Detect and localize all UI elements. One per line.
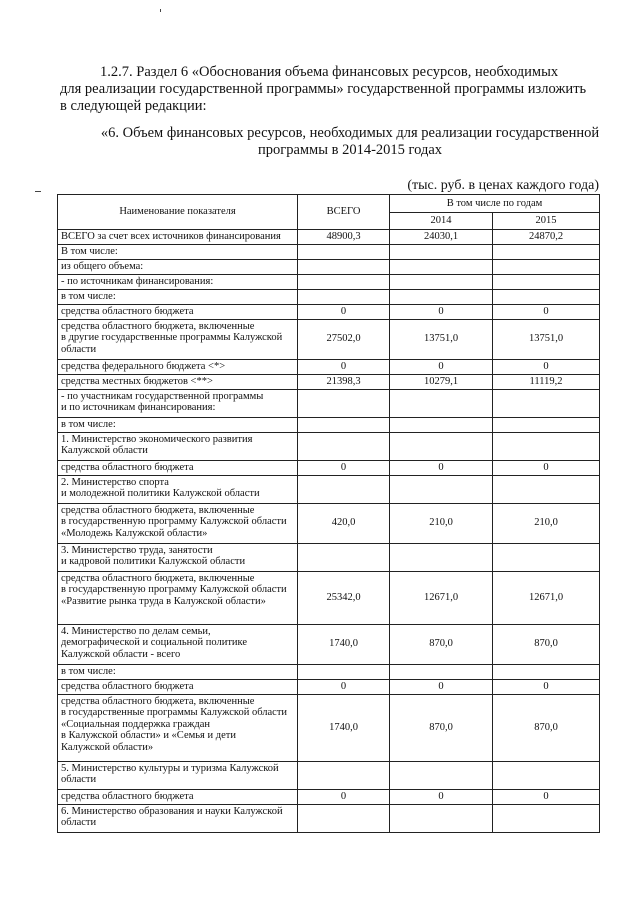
row-2015-cell: 0 [493, 359, 600, 374]
row-name-cell: 4. Министерство по делам семьи, демографической и социальной политике Калужской области - всего [58, 624, 298, 664]
row-total-cell [298, 804, 390, 832]
row-name-cell: 1. Министерство экономического развития Калужской области [58, 432, 298, 460]
table-row [58, 259, 600, 274]
row-name-cell: средства областного бюджета, включенные в государственные программы Калужской области «Социальная поддержка граждан в Калужской области» и «Семья и дети Калужской области» [58, 694, 298, 761]
row-name-cell: средства областного бюджета [58, 789, 298, 804]
row-2015-cell: 13751,0 [493, 319, 600, 359]
row-total-cell [298, 259, 390, 274]
row-2015-cell: 12671,0 [493, 571, 600, 624]
row-total-cell [298, 761, 390, 789]
table-row [58, 244, 600, 259]
row-2014-cell [390, 543, 493, 571]
row-2015-cell [493, 244, 600, 259]
intro-line-1: 1.2.7. Раздел 6 «Обоснования объема финансовых ресурсов, необходимых [100, 64, 559, 80]
table-row [58, 274, 600, 289]
row-name-cell: ВСЕГО за счет всех источников финансирования [58, 230, 298, 245]
table-row [58, 304, 600, 319]
row-2014-cell: 0 [390, 359, 493, 374]
table-row [58, 417, 600, 432]
row-total-cell [298, 417, 390, 432]
table-row [58, 374, 600, 389]
table-row [58, 359, 600, 374]
row-2015-cell [493, 274, 600, 289]
row-2014-cell: 10279,1 [390, 374, 493, 389]
row-2014-cell [390, 804, 493, 832]
row-total-cell: 0 [298, 359, 390, 374]
table-row [58, 761, 600, 789]
row-2015-cell [493, 664, 600, 679]
row-name-cell: из общего объема: [58, 259, 298, 274]
row-total-cell [298, 244, 390, 259]
row-name-cell: в том числе: [58, 417, 298, 432]
row-2015-cell: 11119,2 [493, 374, 600, 389]
units-note: (тыс. руб. в ценах каждого года) [407, 178, 599, 193]
table-row [58, 624, 600, 664]
section-heading [100, 125, 600, 159]
table-body [58, 230, 600, 833]
row-2014-cell: 870,0 [390, 694, 493, 761]
row-total-cell: 0 [298, 304, 390, 319]
table-row [58, 230, 600, 245]
table-row [58, 694, 600, 761]
header-by-year: В том числе по годам [390, 195, 600, 213]
row-name-cell: 5. Министерство культуры и туризма Калужской области [58, 761, 298, 789]
row-name-cell: в том числе: [58, 664, 298, 679]
row-2014-cell: 24030,1 [390, 230, 493, 245]
table-row [58, 389, 600, 417]
row-2015-cell [493, 289, 600, 304]
row-total-cell: 1740,0 [298, 694, 390, 761]
row-2015-cell: 0 [493, 304, 600, 319]
intro-line-3: в следующей редакции: [60, 98, 207, 114]
intro-paragraph [60, 64, 600, 115]
table-row [58, 804, 600, 832]
row-2014-cell [390, 432, 493, 460]
row-2014-cell [390, 664, 493, 679]
row-2015-cell [493, 804, 600, 832]
row-total-cell [298, 475, 390, 503]
row-name-cell: - по участникам государственной программы и по источникам финансирования: [58, 389, 298, 417]
row-name-cell: В том числе: [58, 244, 298, 259]
table-row [58, 503, 600, 543]
row-total-cell: 420,0 [298, 503, 390, 543]
row-name-cell: средства областного бюджета [58, 304, 298, 319]
heading-line-2: программы в 2014-2015 годах [257, 142, 443, 158]
row-2015-cell [493, 389, 600, 417]
row-total-cell [298, 664, 390, 679]
row-2015-cell [493, 475, 600, 503]
header-total: ВСЕГО [298, 195, 390, 230]
row-2015-cell: 210,0 [493, 503, 600, 543]
row-name-cell: средства местных бюджетов <**> [58, 374, 298, 389]
row-2015-cell [493, 417, 600, 432]
header-2014: 2014 [390, 213, 493, 230]
row-total-cell [298, 543, 390, 571]
row-2015-cell [493, 432, 600, 460]
scan-mark-left [35, 191, 41, 192]
table-row [58, 319, 600, 359]
heading-line-1: «6. Объем финансовых ресурсов, необходимых для реализации государственной [100, 125, 600, 141]
row-total-cell [298, 389, 390, 417]
row-2014-cell [390, 761, 493, 789]
row-2015-cell: 870,0 [493, 624, 600, 664]
row-2015-cell: 24870,2 [493, 230, 600, 245]
row-total-cell [298, 274, 390, 289]
table-row [58, 475, 600, 503]
row-2014-cell: 210,0 [390, 503, 493, 543]
row-total-cell: 0 [298, 679, 390, 694]
table-row [58, 789, 600, 804]
row-2015-cell: 0 [493, 789, 600, 804]
table-row [58, 543, 600, 571]
table-row [58, 664, 600, 679]
row-2014-cell [390, 244, 493, 259]
row-2015-cell [493, 761, 600, 789]
row-total-cell [298, 289, 390, 304]
row-2015-cell [493, 259, 600, 274]
row-total-cell: 21398,3 [298, 374, 390, 389]
row-name-cell: средства областного бюджета [58, 460, 298, 475]
row-2014-cell [390, 259, 493, 274]
row-total-cell: 1740,0 [298, 624, 390, 664]
row-2014-cell [390, 289, 493, 304]
row-2015-cell: 870,0 [493, 694, 600, 761]
row-name-cell: 6. Министерство образования и науки Калужской области [58, 804, 298, 832]
row-2014-cell: 13751,0 [390, 319, 493, 359]
row-2015-cell: 0 [493, 679, 600, 694]
row-2015-cell: 0 [493, 460, 600, 475]
table-row [58, 571, 600, 624]
row-2014-cell: 0 [390, 789, 493, 804]
scan-mark-top [160, 9, 161, 12]
row-2014-cell [390, 475, 493, 503]
row-2015-cell [493, 543, 600, 571]
row-total-cell: 0 [298, 460, 390, 475]
row-2014-cell: 0 [390, 460, 493, 475]
row-total-cell: 48900,3 [298, 230, 390, 245]
row-2014-cell [390, 417, 493, 432]
row-2014-cell [390, 389, 493, 417]
table-row [58, 460, 600, 475]
table-row [58, 679, 600, 694]
financing-table [57, 194, 600, 833]
row-2014-cell: 12671,0 [390, 571, 493, 624]
header-2015: 2015 [493, 213, 600, 230]
row-total-cell: 25342,0 [298, 571, 390, 624]
row-name-cell: 2. Министерство спорта и молодежной политики Калужской области [58, 475, 298, 503]
row-total-cell: 0 [298, 789, 390, 804]
row-name-cell: в том числе: [58, 289, 298, 304]
row-total-cell [298, 432, 390, 460]
row-name-cell: 3. Министерство труда, занятости и кадровой политики Калужской области [58, 543, 298, 571]
row-2014-cell: 870,0 [390, 624, 493, 664]
row-name-cell: - по источникам финансирования: [58, 274, 298, 289]
row-name-cell: средства областного бюджета, включенные в другие государственные программы Калужской области [58, 319, 298, 359]
row-name-cell: средства областного бюджета, включенные в государственную программу Калужской области «Развитие рынка труда в Калужской области» [58, 571, 298, 624]
row-name-cell: средства областного бюджета [58, 679, 298, 694]
row-total-cell: 27502,0 [298, 319, 390, 359]
row-2014-cell: 0 [390, 679, 493, 694]
row-2014-cell: 0 [390, 304, 493, 319]
row-name-cell: средства федерального бюджета <*> [58, 359, 298, 374]
table-row [58, 432, 600, 460]
table-row [58, 289, 600, 304]
row-name-cell: средства областного бюджета, включенные в государственную программу Калужской области «Молодежь Калужской области» [58, 503, 298, 543]
row-2014-cell [390, 274, 493, 289]
header-name: Наименование показателя [58, 195, 298, 230]
intro-line-2: для реализации государственной программы» государственной программы изложить [60, 81, 587, 97]
